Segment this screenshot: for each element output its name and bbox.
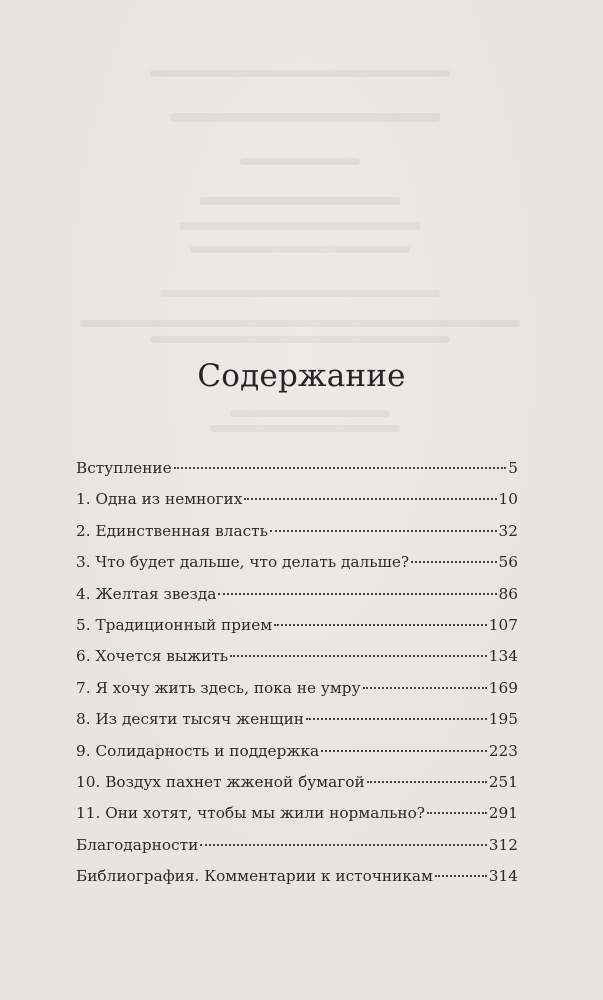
- toc-entry-page-number: 32: [498, 521, 518, 540]
- toc-entry: [76, 516, 518, 547]
- dot-leader: [411, 561, 496, 563]
- toc-entry-page-number: 223: [488, 741, 518, 760]
- dot-leader: [427, 812, 487, 814]
- dot-leader: [367, 781, 487, 783]
- bleed-through-line: [160, 290, 440, 297]
- toc-entry-title: 7. Я хочу жить здесь, пока не умру: [76, 678, 361, 697]
- toc-entry-title: 2. Единственная власть: [76, 521, 268, 540]
- toc-entry: [76, 579, 518, 610]
- toc-entry: [76, 767, 518, 798]
- toc-entry: [76, 610, 518, 641]
- toc-entry-title: 10. Воздух пахнет жженой бумагой: [76, 772, 365, 791]
- toc-entry-page-number: 107: [488, 615, 518, 634]
- bleed-through-line: [200, 197, 400, 205]
- toc-entry-title: 9. Солидарность и поддержка: [76, 741, 320, 760]
- dot-leader: [274, 624, 487, 626]
- toc-entry: [76, 830, 518, 861]
- toc-entry-title: 5. Традиционный прием: [76, 615, 273, 634]
- bleed-through-line: [180, 222, 420, 230]
- toc-entry-title: 11. Они хотят, чтобы мы жили нормально?: [76, 804, 425, 823]
- toc-entry-title: 8. Из десяти тысяч женщин: [76, 710, 304, 729]
- toc-entry-title: 6. Хочется выжить: [76, 647, 229, 666]
- dot-leader: [435, 875, 487, 877]
- bleed-through-line: [150, 70, 450, 77]
- dot-leader: [306, 718, 487, 720]
- toc-entry-page-number: 86: [498, 584, 518, 603]
- toc-entry: [76, 861, 518, 892]
- toc-entry-title: 4. Желтая звезда: [76, 584, 217, 603]
- toc-entry-page-number: 251: [488, 772, 518, 791]
- toc-entry-page-number: 195: [488, 710, 518, 729]
- toc-entry-title: Благодарности: [76, 835, 199, 854]
- dot-leader: [218, 593, 496, 595]
- dot-leader: [230, 655, 487, 657]
- toc-entry-page-number: 291: [488, 804, 518, 823]
- toc-entry-page-number: 56: [498, 553, 518, 572]
- toc-entry-page-number: 134: [488, 647, 518, 666]
- bleed-through-line: [150, 336, 450, 343]
- toc-entry-title: 1. Одна из немногих: [76, 490, 243, 509]
- dot-leader: [270, 530, 497, 532]
- dot-leader: [363, 687, 487, 689]
- bleed-through-line: [190, 246, 410, 253]
- toc-entry: [76, 736, 518, 767]
- bleed-through-line: [80, 320, 520, 327]
- bleed-through-line: [240, 158, 360, 165]
- toc-entry-page-number: 5: [508, 459, 518, 477]
- toc-entry: [76, 547, 518, 578]
- toc-entry-title: 3. Что будет дальше, что делать дальше?: [76, 553, 410, 572]
- bleed-through-line: [170, 113, 440, 122]
- toc-entry: [76, 641, 518, 672]
- toc-entry-title: Библиография. Комментарии к источникам: [76, 867, 433, 886]
- toc-entry: [76, 673, 518, 704]
- bleed-through-line: [210, 425, 400, 432]
- table-of-contents: [76, 453, 518, 892]
- toc-entry-page-number: 314: [488, 867, 518, 886]
- toc-entry-page-number: 10: [498, 490, 518, 509]
- toc-entry: [76, 453, 518, 484]
- dot-leader: [244, 498, 496, 500]
- toc-entry-page-number: 169: [488, 678, 518, 697]
- dot-leader: [174, 467, 507, 469]
- toc-entry: [76, 484, 518, 515]
- page-title: Содержание: [197, 358, 406, 394]
- toc-entry-page-number: 312: [488, 835, 518, 854]
- dot-leader: [321, 750, 487, 752]
- bleed-through-line: [230, 410, 390, 417]
- toc-entry-title: Вступление: [76, 459, 172, 477]
- toc-entry: [76, 798, 518, 829]
- toc-entry: [76, 704, 518, 735]
- dot-leader: [200, 844, 487, 846]
